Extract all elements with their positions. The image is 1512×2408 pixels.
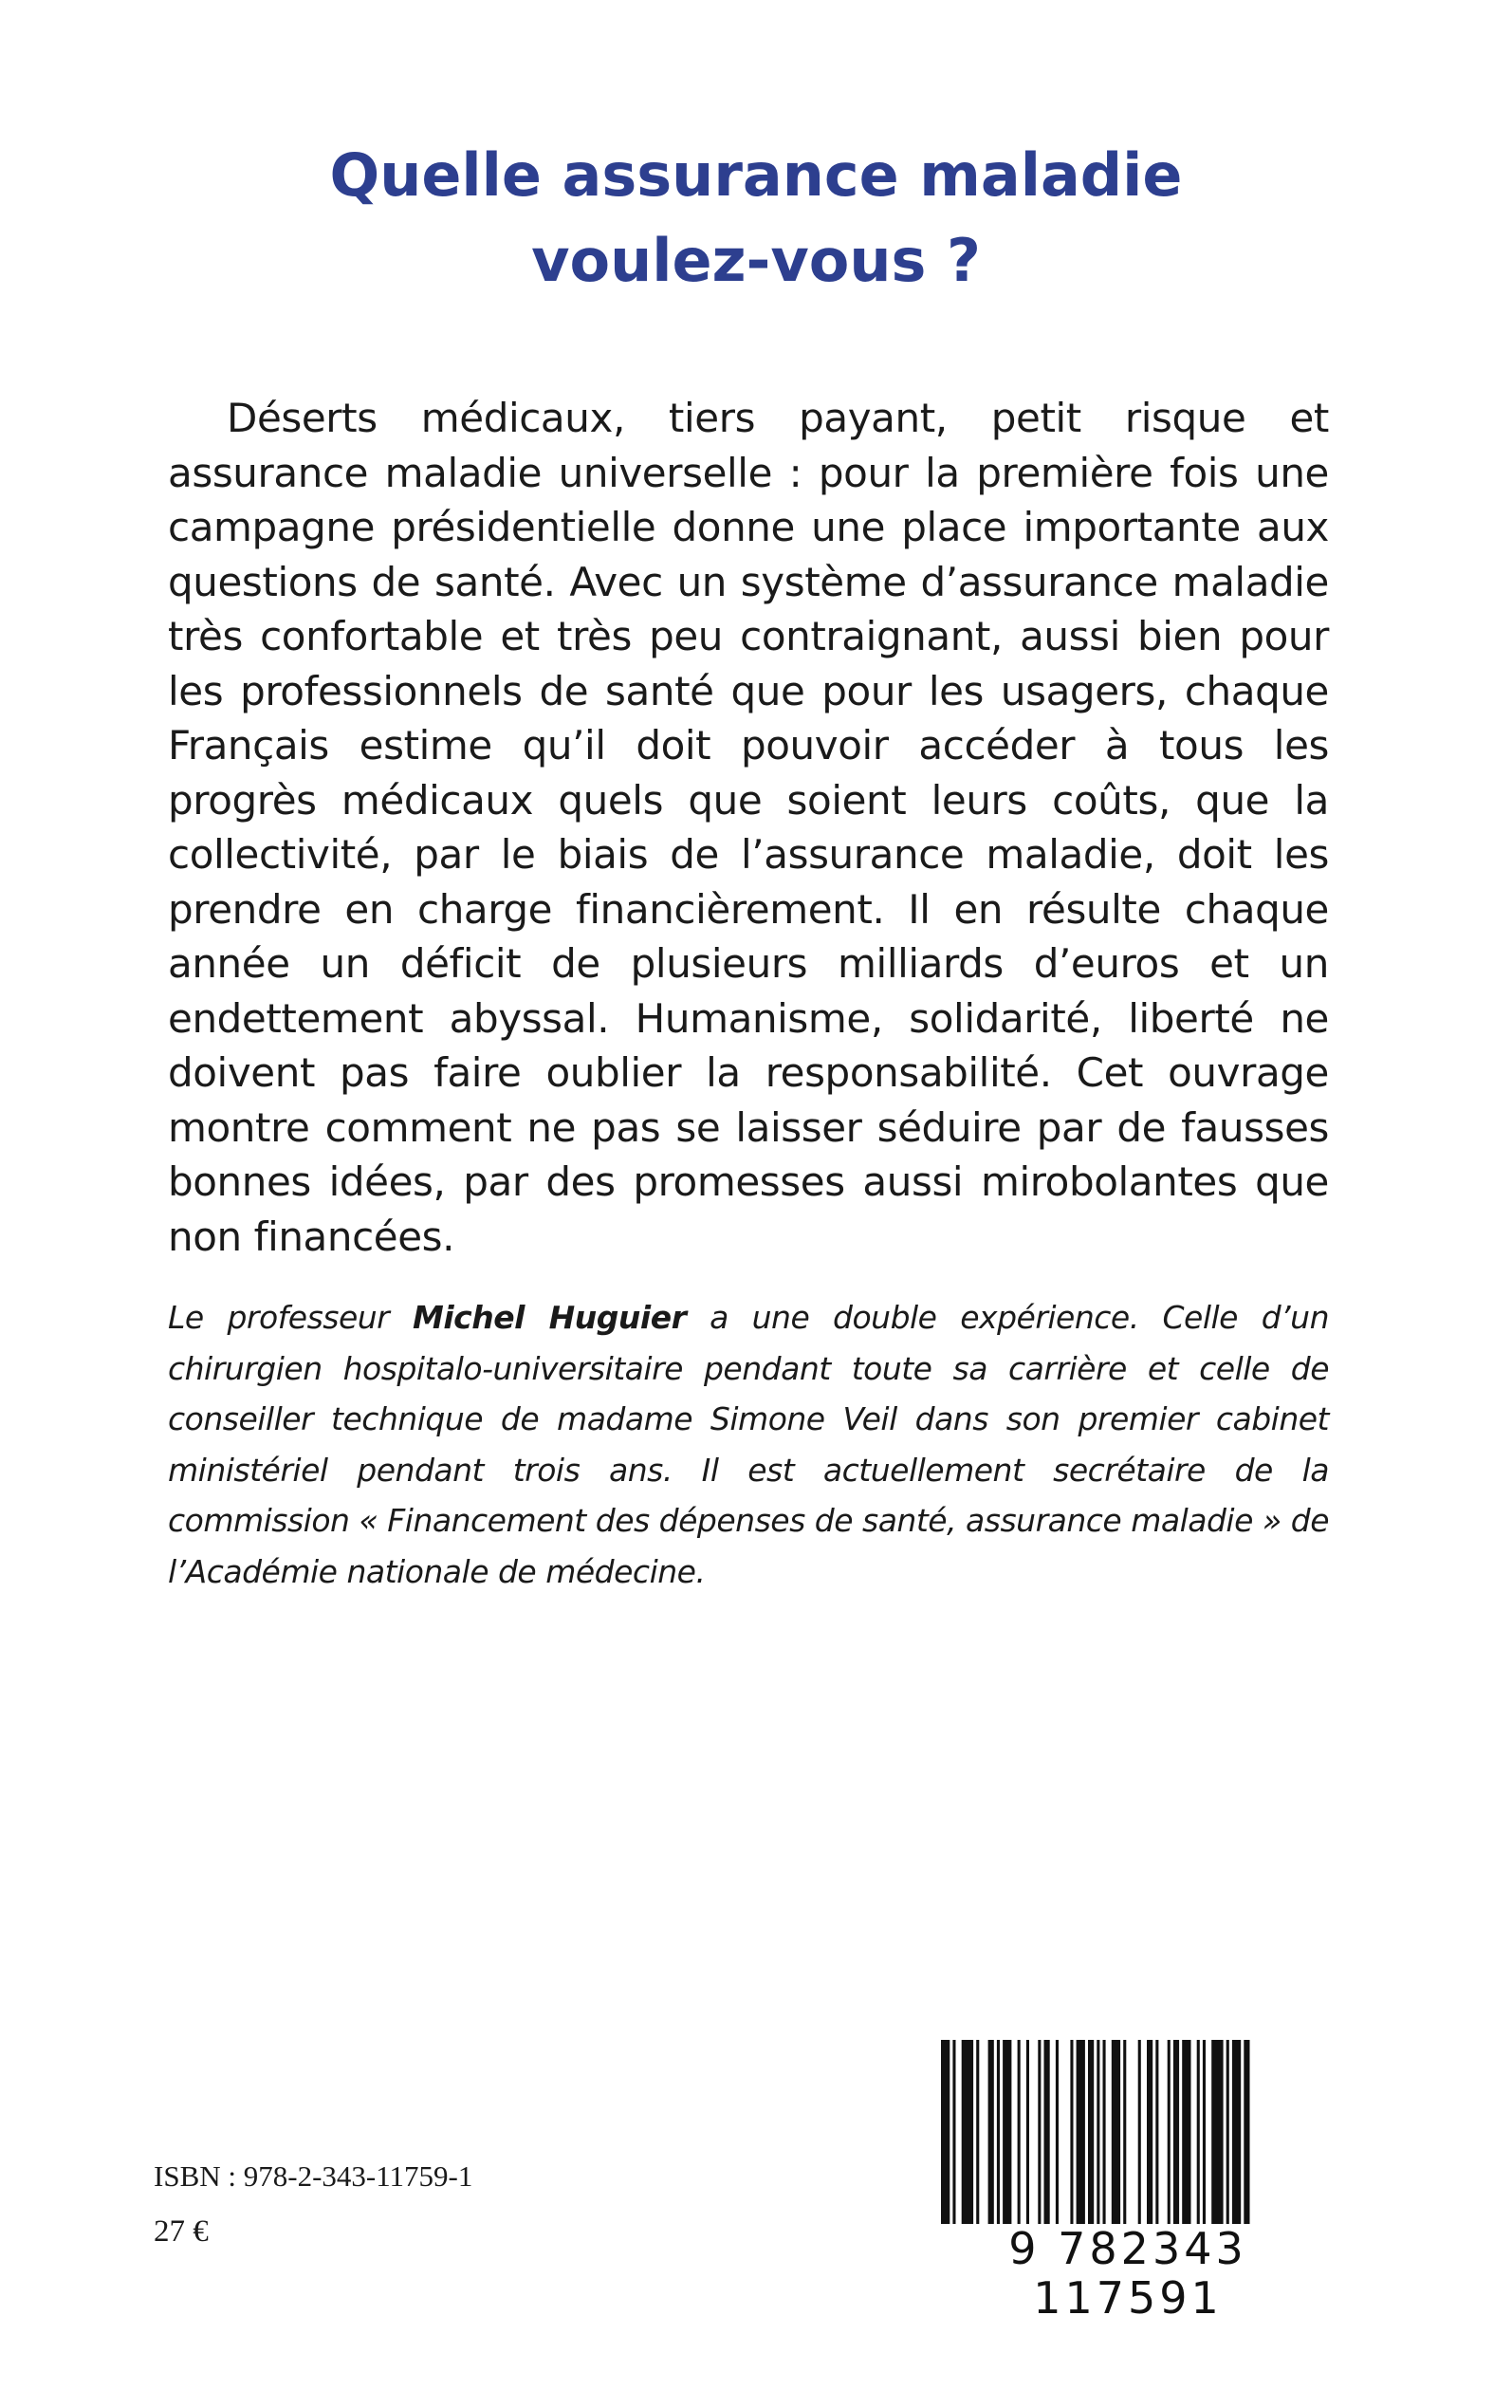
barcode-bar: [1147, 2040, 1152, 2230]
barcode-bar: [1123, 2040, 1126, 2230]
bio-text: a une double expérience. Celle d’un chirurgien hospitalo-universitaire pendant toute sa carrière et celle de conseiller technique de madame Simone Veil dans son premier cabinet ministériel pendant trois ans. Il est actuellement secrétaire de la commission « Financement des dépenses de santé, assurance maladie » de l’Académie nationale de médecine.: [168, 1299, 1329, 1590]
barcode-bar: [1226, 2040, 1229, 2230]
summary-paragraph: Déserts médicaux, tiers payant, petit risque et assurance maladie universelle : pour la première fois une campagne présidentielle donne une place importante aux questions de santé. Avec un système d’assurance maladie très confortable et très peu contraignant, aussi bien pour les professionnels de santé que pour les usagers, chaque Français estime qu’il doit pouvoir accéder à tous les progrès médicaux quels que soient leurs coûts, que la collectivité, par le biais de l’assurance maladie, doit les prendre en charge financièrement. Il en résulte chaque année un déficit de plusieurs milliards d’euros et un endettement abyssal. Humanisme, solidarité, liberté ne doivent pas faire oublier la responsabilité. Cet ouvrage montre comment ne pas se laisser séduire par de fausses bonnes idées, par des promesses aussi mirobolantes que non financées.: [168, 395, 1329, 1260]
barcode-bar: [1044, 2040, 1050, 2230]
author-name: Michel Huguier: [413, 1299, 687, 1336]
barcode-bar: [962, 2040, 973, 2230]
book-title-line-1: Quelle assurance maladie: [329, 140, 1183, 210]
barcode-bar: [1182, 2040, 1190, 2230]
barcode-bar: [1232, 2040, 1241, 2230]
barcode-bar: [1138, 2040, 1141, 2230]
bio-paragraph: [168, 1292, 1329, 1597]
barcode-bar: [1103, 2040, 1106, 2230]
barcode-bar: [997, 2040, 1000, 2230]
barcode-bar: [1077, 2040, 1085, 2230]
barcode-bar: [1112, 2040, 1120, 2230]
barcode-bar: [1026, 2040, 1029, 2230]
barcode-bar: [1173, 2040, 1179, 2230]
price-label: 27 €: [154, 2214, 209, 2249]
barcode-bar: [1018, 2040, 1021, 2230]
barcode-bar: [1211, 2040, 1223, 2230]
barcode-bar: [1197, 2040, 1200, 2230]
author-bio: [168, 1292, 1329, 1597]
barcode-bar: [1056, 2040, 1059, 2230]
barcode-bar: [1168, 2040, 1171, 2230]
bio-prefix: Le professeur: [168, 1299, 414, 1336]
barcode-bar: [976, 2040, 979, 2230]
isbn-label: ISBN : 978-2-343-11759-1: [154, 2159, 473, 2193]
barcode-digits: 9 782343 117591: [930, 2224, 1326, 2323]
barcode-bar: [1203, 2040, 1206, 2230]
barcode-bar: [1155, 2040, 1158, 2230]
barcode: [930, 2040, 1326, 2324]
barcode-bar: [1003, 2040, 1011, 2230]
barcode-bar: [1088, 2040, 1094, 2230]
barcode-bar: [1070, 2040, 1073, 2230]
book-title-line-2: voulez-vous ?: [531, 226, 981, 295]
barcode-bar: [988, 2040, 994, 2230]
barcode-bar: [1038, 2040, 1041, 2230]
book-summary: [168, 391, 1329, 1264]
book-title: [0, 133, 1512, 304]
